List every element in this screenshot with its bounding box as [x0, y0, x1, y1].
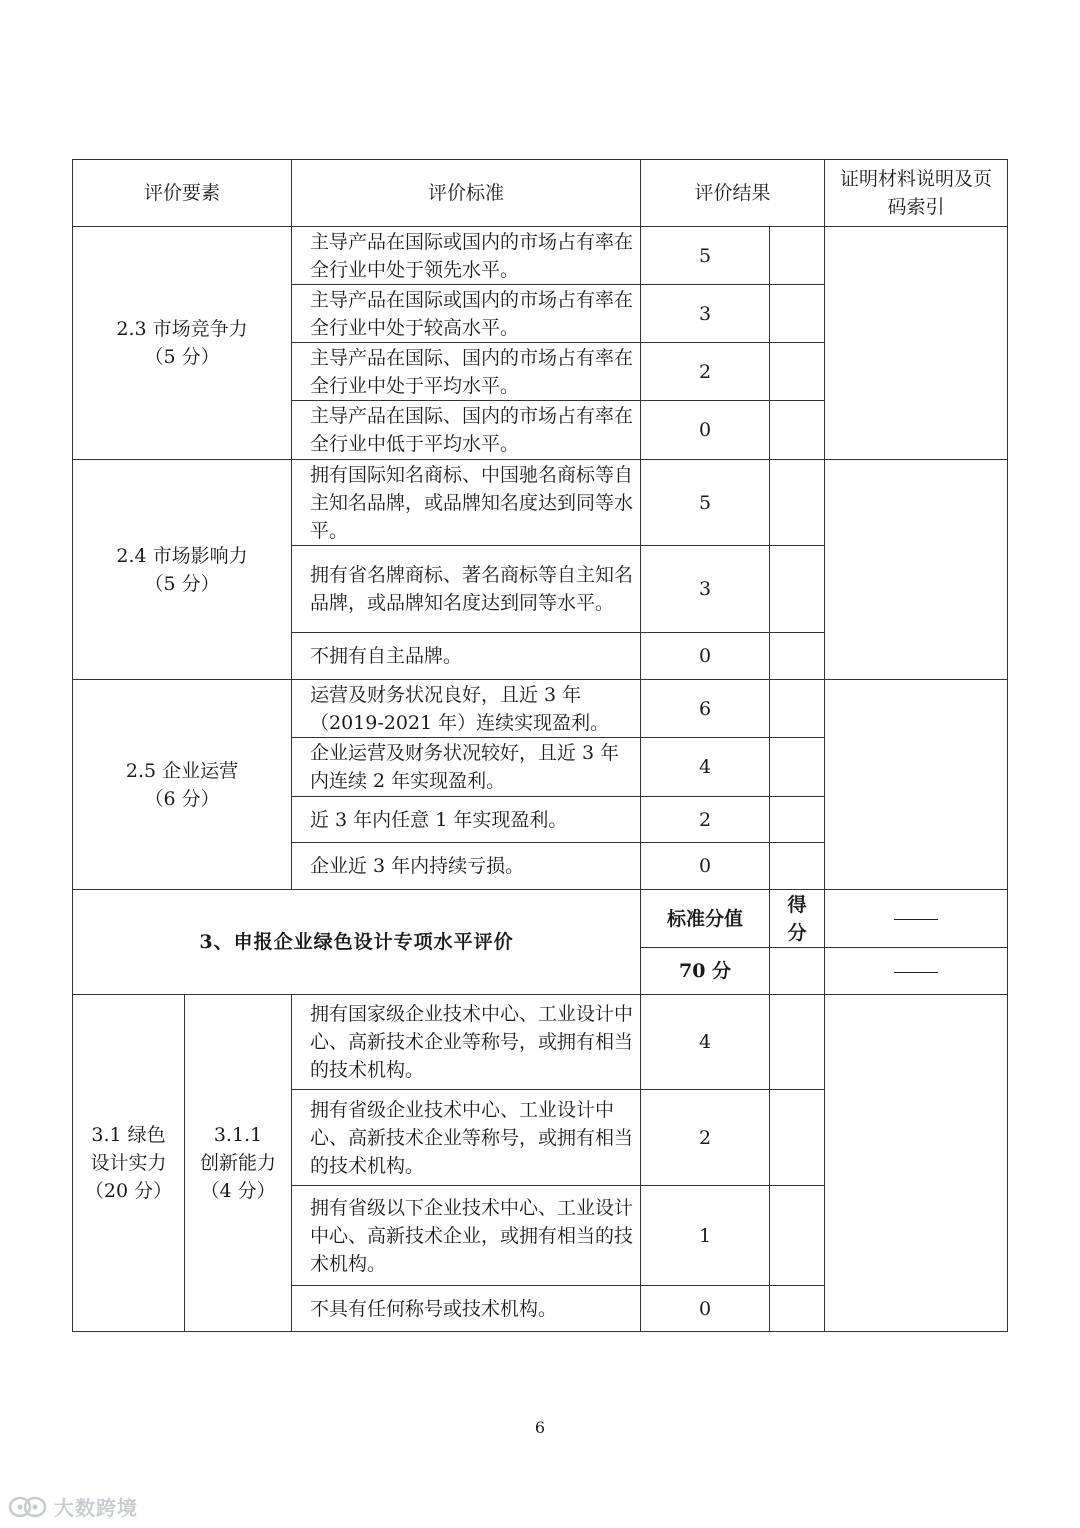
element-2-4: [73, 460, 292, 680]
watermark: [8, 1492, 138, 1521]
obtained-score-label: [770, 890, 825, 948]
header-element: 评价要素: [73, 160, 292, 227]
score-cell: 6: [641, 680, 770, 738]
score-cell: 5: [641, 460, 770, 546]
element-label: 3.1 绿色: [91, 1124, 166, 1146]
result-input-cell[interactable]: [770, 738, 825, 797]
score-cell: 5: [641, 227, 770, 285]
criterion-cell: 主导产品在国际、国内的市场占有率在全行业中处于平均水平。: [292, 343, 641, 401]
result-input-cell[interactable]: [770, 546, 825, 633]
score-cell: 2: [641, 343, 770, 401]
sub-element-number: 3.1.1: [213, 1124, 263, 1146]
element-2-5: [73, 680, 292, 890]
criterion-cell: 主导产品在国际或国内的市场占有率在全行业中处于较高水平。: [292, 285, 641, 343]
section-title: 3、申报企业绿色设计专项水平评价: [73, 890, 641, 995]
criterion-cell: 主导产品在国际或国内的市场占有率在全行业中处于领先水平。: [292, 227, 641, 285]
dash-line: [894, 972, 938, 973]
element-points: （5 分）: [144, 346, 220, 368]
header-result: 评价结果: [641, 160, 825, 227]
sub-element-points: （4 分）: [200, 1180, 276, 1202]
result-input-cell[interactable]: [770, 285, 825, 343]
element-2-3: [73, 227, 292, 460]
standard-score-label: 标准分值: [641, 890, 770, 948]
score-cell: 4: [641, 995, 770, 1090]
result-input-cell[interactable]: [770, 797, 825, 843]
sub-element-label: 创新能力: [200, 1152, 277, 1174]
evaluation-table: [72, 159, 1008, 1332]
score-cell: 3: [641, 546, 770, 633]
watermark-logo-icon: [8, 1495, 48, 1519]
criterion-cell: 拥有国家级企业技术中心、工业设计中心、高新技术企业等称号，或拥有相当的技术机构。: [292, 995, 641, 1090]
obtained-score-input[interactable]: [770, 948, 825, 995]
result-input-cell[interactable]: [770, 1186, 825, 1286]
element-3-1: [73, 995, 185, 1332]
section-header-row: [73, 890, 1008, 948]
result-input-cell[interactable]: [770, 680, 825, 738]
result-input-cell[interactable]: [770, 401, 825, 460]
result-input-cell[interactable]: [770, 1286, 825, 1332]
criterion-cell: 不具有任何称号或技术机构。: [292, 1286, 641, 1332]
score-cell: 0: [641, 633, 770, 680]
result-input-cell[interactable]: [770, 343, 825, 401]
element-3-1-1: [185, 995, 292, 1332]
evidence-dash: [825, 890, 1008, 948]
table-row: [73, 680, 1008, 738]
result-input-cell[interactable]: [770, 995, 825, 1090]
criterion-cell: 主导产品在国际、国内的市场占有率在全行业中低于平均水平。: [292, 401, 641, 460]
element-label: 2.5 企业运营: [125, 759, 239, 782]
result-input-cell[interactable]: [770, 633, 825, 680]
result-input-cell[interactable]: [770, 843, 825, 890]
score-cell: 2: [641, 1090, 770, 1186]
dash-line: [894, 919, 938, 920]
result-input-cell[interactable]: [770, 460, 825, 546]
evidence-cell[interactable]: [825, 680, 1008, 890]
criterion-cell: 不拥有自主品牌。: [292, 633, 641, 680]
score-cell: 0: [641, 843, 770, 890]
element-points: （5 分）: [144, 572, 220, 595]
element-points: （6 分）: [144, 787, 220, 810]
table-row: [73, 995, 1008, 1090]
obtained-score-text: 得分: [787, 893, 807, 944]
criterion-cell: 拥有省级企业技术中心、工业设计中心、高新技术企业等称号，或拥有相当的技术机构。: [292, 1090, 641, 1186]
result-input-cell[interactable]: [770, 1090, 825, 1186]
evidence-dash: [825, 948, 1008, 995]
criterion-cell: 运营及财务状况良好，且近 3 年（2019-2021 年）连续实现盈利。: [292, 680, 641, 738]
score-cell: 4: [641, 738, 770, 797]
standard-score-value: 70 分: [641, 948, 770, 995]
page-number: 6: [534, 1418, 546, 1437]
header-evidence-text: 证明材料说明及页码索引: [840, 168, 993, 218]
evidence-cell[interactable]: [825, 460, 1008, 680]
score-cell: 0: [641, 1286, 770, 1332]
score-cell: 0: [641, 401, 770, 460]
criterion-cell: 企业近 3 年内持续亏损。: [292, 843, 641, 890]
element-label-2: 设计实力: [90, 1152, 167, 1174]
table-row: [73, 227, 1008, 285]
criterion-cell: 近 3 年内任意 1 年实现盈利。: [292, 797, 641, 843]
criterion-cell: 拥有省名牌商标、著名商标等自主知名品牌，或品牌知名度达到同等水平。: [292, 546, 641, 633]
score-cell: 2: [641, 797, 770, 843]
score-cell: 3: [641, 285, 770, 343]
element-label: 2.3 市场竞争力: [116, 318, 248, 340]
element-points: （20 分）: [84, 1180, 173, 1202]
evidence-cell[interactable]: [825, 227, 1008, 460]
header-criteria: 评价标准: [292, 160, 641, 227]
criterion-cell: 拥有国际知名商标、中国驰名商标等自主知名品牌，或品牌知名度达到同等水平。: [292, 460, 641, 546]
table-row: [73, 460, 1008, 546]
result-input-cell[interactable]: [770, 227, 825, 285]
header-row: [73, 160, 1008, 227]
criterion-cell: 企业运营及财务状况较好，且近 3 年内连续 2 年实现盈利。: [292, 738, 641, 797]
element-label: 2.4 市场影响力: [116, 544, 248, 567]
score-cell: 1: [641, 1186, 770, 1286]
watermark-text: 大数跨境: [54, 1496, 138, 1520]
criterion-cell: 拥有省级以下企业技术中心、工业设计中心、高新技术企业，或拥有相当的技术机构。: [292, 1186, 641, 1286]
header-evidence: [825, 160, 1008, 227]
evidence-cell[interactable]: [825, 995, 1008, 1332]
